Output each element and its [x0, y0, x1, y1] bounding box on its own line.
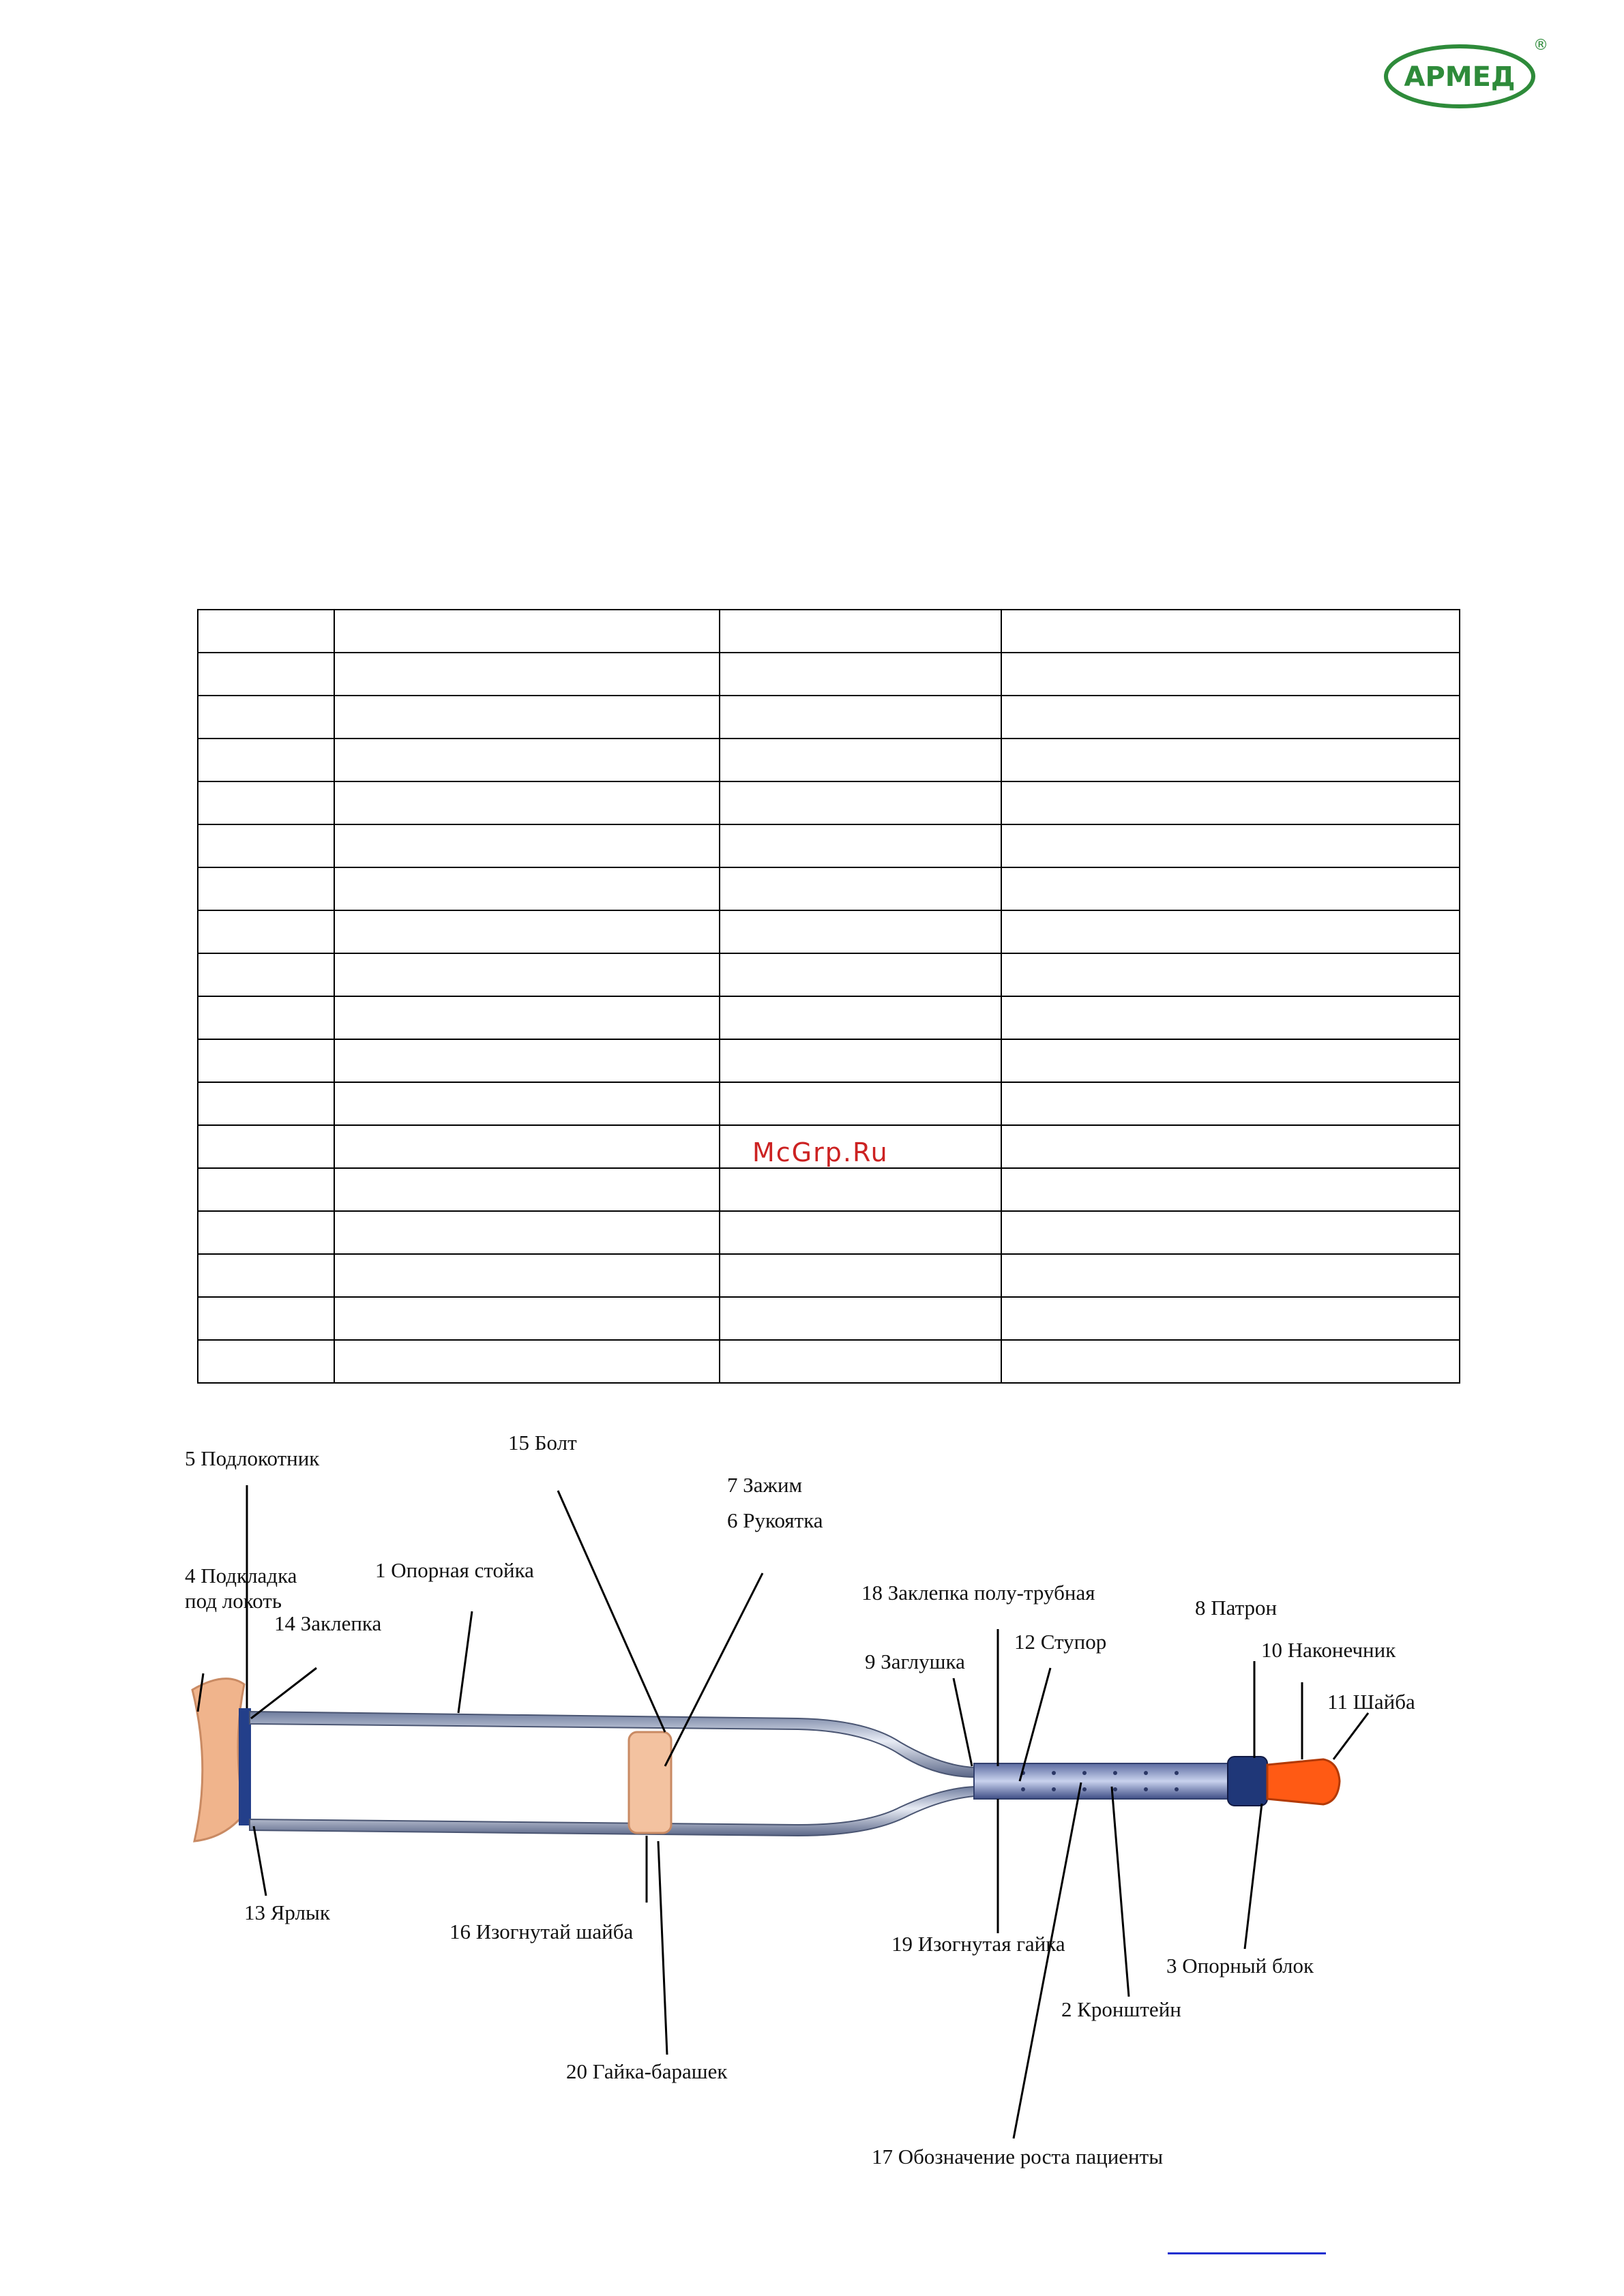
table-cell [1001, 1168, 1460, 1211]
armpit-bracket [239, 1708, 251, 1825]
footer-link-underline[interactable] [1168, 2252, 1326, 2254]
table-cell [1001, 953, 1460, 996]
table-cell [334, 824, 720, 867]
table-cell [334, 1211, 720, 1254]
table-cell [198, 1039, 334, 1082]
table-cell [720, 1340, 1001, 1383]
table-cell [1001, 1254, 1460, 1297]
table-row [198, 1211, 1460, 1254]
label-1: 1 Опорная стойка [375, 1558, 534, 1582]
table-row [198, 781, 1460, 824]
label-4b: под локоть [185, 1589, 282, 1613]
logo-text: АРМЕД [1404, 61, 1516, 93]
table-cell [198, 653, 334, 696]
table-cell [720, 1254, 1001, 1297]
table-row [198, 1082, 1460, 1125]
label-11: 11 Шайба [1327, 1690, 1415, 1714]
table-cell [720, 1168, 1001, 1211]
label-14: 14 Заклепка [274, 1611, 382, 1635]
table-cell [720, 653, 1001, 696]
table-cell [1001, 739, 1460, 781]
table-cell [198, 996, 334, 1039]
table-row [198, 696, 1460, 739]
table-cell [1001, 781, 1460, 824]
table-cell [720, 610, 1001, 653]
table-cell [1001, 610, 1460, 653]
armpit-pad [192, 1679, 244, 1841]
label-9: 9 Заглушка [865, 1650, 965, 1673]
ferrule-collar [1228, 1757, 1267, 1806]
table-row [198, 1039, 1460, 1082]
table-cell [334, 696, 720, 739]
label-13: 13 Ярлык [244, 1900, 330, 1924]
label-8: 8 Патрон [1195, 1596, 1278, 1620]
table-cell [720, 1039, 1001, 1082]
label-16: 16 Изогнутай шайба [449, 1920, 634, 1943]
table-row [198, 653, 1460, 696]
table-cell [334, 1082, 720, 1125]
table-cell [198, 739, 334, 781]
label-17: 17 Обозначение роста пациенты [872, 2145, 1164, 2168]
table-row [198, 739, 1460, 781]
table-cell [1001, 824, 1460, 867]
hand-grip [629, 1732, 671, 1833]
label-7: 7 Зажим [727, 1473, 803, 1497]
table-cell [198, 1297, 334, 1340]
label-2: 2 Кронштейн [1061, 1997, 1181, 2021]
table-cell [198, 910, 334, 953]
rubber-tip [1267, 1759, 1340, 1804]
table-cell [198, 1082, 334, 1125]
table-cell [334, 1254, 720, 1297]
upper-rail [250, 1712, 975, 1777]
table-cell [198, 696, 334, 739]
table-row [198, 996, 1460, 1039]
table-cell [720, 1082, 1001, 1125]
table-row [198, 1254, 1460, 1297]
table-cell [720, 739, 1001, 781]
label-10: 10 Наконечник [1261, 1638, 1396, 1662]
table-cell [1001, 996, 1460, 1039]
label-15: 15 Болт [508, 1431, 577, 1455]
table-cell [720, 1211, 1001, 1254]
table-cell [198, 1340, 334, 1383]
logo-ellipse [1383, 41, 1547, 109]
table-cell [1001, 910, 1460, 953]
table-cell [198, 824, 334, 867]
table-cell [720, 996, 1001, 1039]
table-cell [720, 867, 1001, 910]
table-cell [334, 1340, 720, 1383]
label-20: 20 Гайка-барашек [566, 2059, 728, 2083]
table-cell [720, 696, 1001, 739]
label-4a: 4 Подкладка [185, 1564, 297, 1587]
table-cell [1001, 696, 1460, 739]
label-18: 18 Заклепка полу-трубная [861, 1581, 1095, 1605]
table-cell [1001, 1297, 1460, 1340]
table-cell [1001, 653, 1460, 696]
label-3: 3 Опорный блок [1166, 1954, 1314, 1978]
table-cell [720, 910, 1001, 953]
registered-mark: ® [1533, 37, 1548, 54]
label-5: 5 Подлокотник [185, 1446, 320, 1470]
extension-tube [974, 1763, 1233, 1799]
table-cell [334, 653, 720, 696]
table-cell [334, 1039, 720, 1082]
table-cell [334, 1168, 720, 1211]
armed-logo [1383, 37, 1548, 109]
table-cell [334, 953, 720, 996]
table-cell [334, 1125, 720, 1168]
table-cell [198, 953, 334, 996]
table-cell [1001, 1039, 1460, 1082]
table-cell [334, 610, 720, 653]
watermark: McGrp.Ru [752, 1137, 889, 1167]
table-row [198, 1168, 1460, 1211]
label-19: 19 Изогнутая гайка [891, 1932, 1065, 1956]
table-row [198, 910, 1460, 953]
table-cell [334, 910, 720, 953]
label-6: 6 Рукоятка [727, 1508, 823, 1532]
table-row [198, 867, 1460, 910]
table-cell [1001, 1340, 1460, 1383]
table-cell [198, 610, 334, 653]
table-cell [198, 1168, 334, 1211]
table-cell [198, 867, 334, 910]
table-row [198, 824, 1460, 867]
table-cell [1001, 1082, 1460, 1125]
table-cell [720, 953, 1001, 996]
table-cell [1001, 1211, 1460, 1254]
table-row [198, 953, 1460, 996]
table-cell [198, 1125, 334, 1168]
table-row [198, 1297, 1460, 1340]
table-cell [334, 781, 720, 824]
table-cell [720, 781, 1001, 824]
table-cell [334, 996, 720, 1039]
table-row [198, 1340, 1460, 1383]
table-cell [1001, 1125, 1460, 1168]
table-cell [198, 1254, 334, 1297]
table-cell [720, 824, 1001, 867]
table-cell [334, 867, 720, 910]
label-12: 12 Ступор [1014, 1630, 1107, 1654]
parts-table [197, 609, 1460, 1384]
leader-lines [198, 1485, 1368, 2138]
table-cell [334, 739, 720, 781]
table-cell [198, 781, 334, 824]
table-cell [1001, 867, 1460, 910]
table-cell [198, 1211, 334, 1254]
table-cell [720, 1297, 1001, 1340]
table-cell [334, 1297, 720, 1340]
lower-rail [250, 1787, 975, 1836]
table-row [198, 610, 1460, 653]
